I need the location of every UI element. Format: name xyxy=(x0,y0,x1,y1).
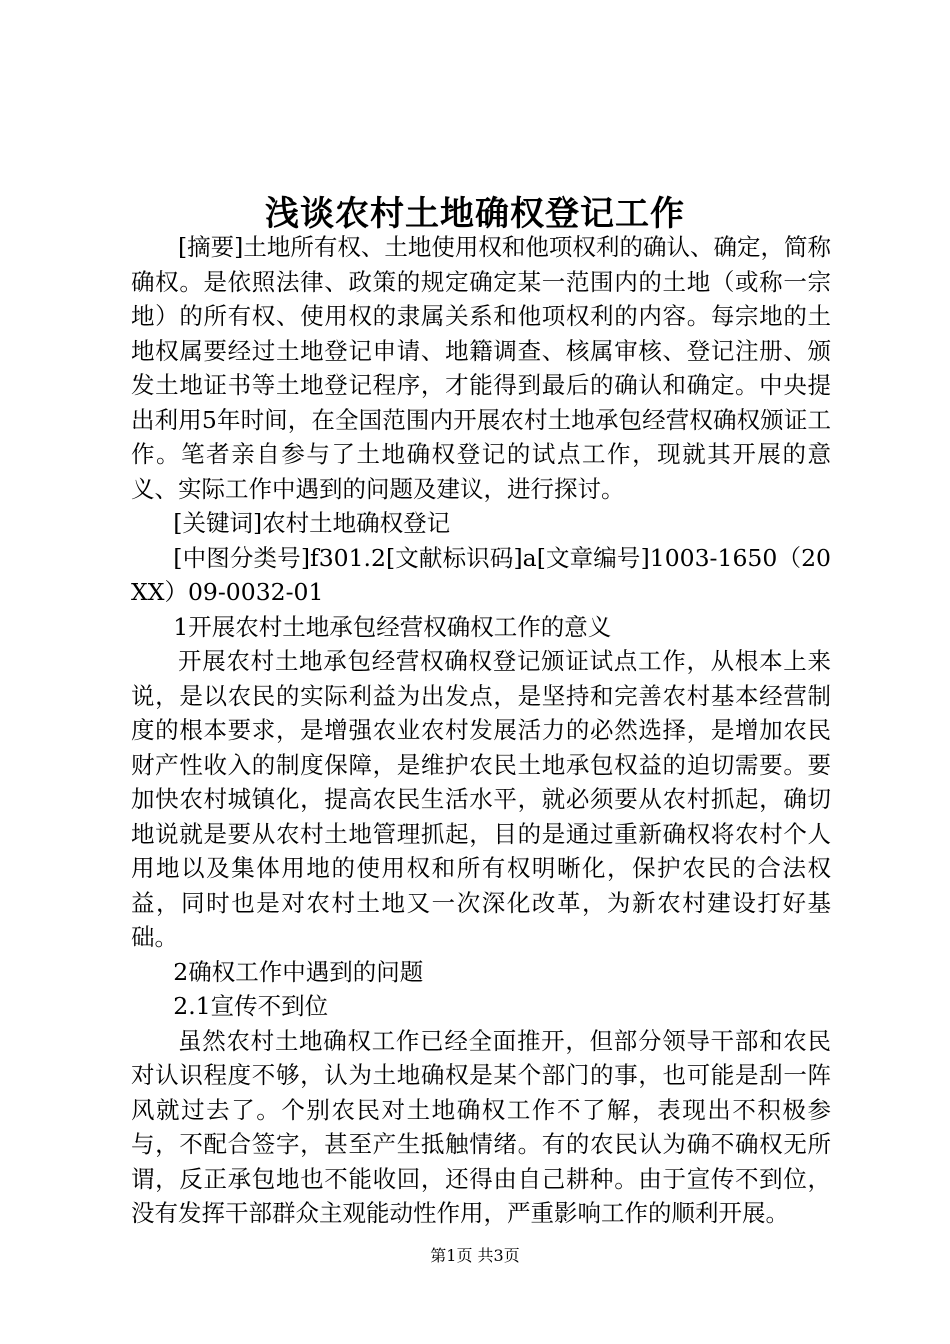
keywords-line: [关键词]农村土地确权登记 xyxy=(173,509,451,537)
abstract-paragraph: [摘要]土地所有权、土地使用权和他项权利的确认、确定，简称确权。是依照法律、政策的规定确定某一范围内的土地（或称一宗地）的所有权、使用权的隶属关系和他项权利的内容。每宗地的土地权属要经过土地登记申请、地籍调查、核属审核、登记注册、颁发土地证书等土地登记程序，才能得到最后的确认和确定。中央提出利用5年时间，在全国范围内开展农村土地承包经营权确权颁证工作。笔者亲自参与了土地确权登记的试点工作，现就其开展的意义、实际工作中遇到的问题及建议，进行探讨。 xyxy=(131,233,831,503)
classification-line: [中图分类号]f301.2[文献标识码]a[文章编号]1003-1650（20XX）09-0032-01 xyxy=(131,543,831,606)
section-heading: 1开展农村土地承包经营权确权工作的意义 xyxy=(173,612,612,641)
section-heading: 2确权工作中遇到的问题 xyxy=(173,957,424,986)
document-body xyxy=(131,230,831,1231)
section-paragraph: 虽然农村土地确权工作已经全面推开，但部分领导干部和农民对认识程度不够，认为土地确权是某个部门的事，也可能是刮一阵风就过去了。个别农民对土地确权工作不了解，表现出不积极参与，不配合签字，甚至产生抵触情绪。有的农民认为确不确权无所谓，反正承包地也不能收回，还得由自己耕种。由于宣传不到位，没有发挥干部群众主观能动性作用，严重影响工作的顺利开展。 xyxy=(131,1026,831,1227)
section-paragraph: 开展农村土地承包经营权确权登记颁证试点工作，从根本上来说，是以农民的实际利益为出发点，是坚持和完善农村基本经营制度的根本要求，是增强农业农村发展活力的必然选择，是增加农民财产性收入的制度保障，是维护农民土地承包权益的迫切需要。要加快农村城镇化，提高农民生活水平，就必须要从农村抓起，确切地说就是要从农村土地管理抓起，目的是通过重新确权将农村个人用地以及集体用地的使用权和所有权明晰化，保护农民的合法权益，同时也是对农村土地又一次深化改革，为新农村建设打好基础。 xyxy=(131,647,831,951)
document-title: 浅谈农村土地确权登记工作 xyxy=(265,194,685,234)
page-footer: 第1页 共3页 xyxy=(430,1246,520,1265)
subsection-heading: 2.1宣传不到位 xyxy=(173,992,329,1020)
